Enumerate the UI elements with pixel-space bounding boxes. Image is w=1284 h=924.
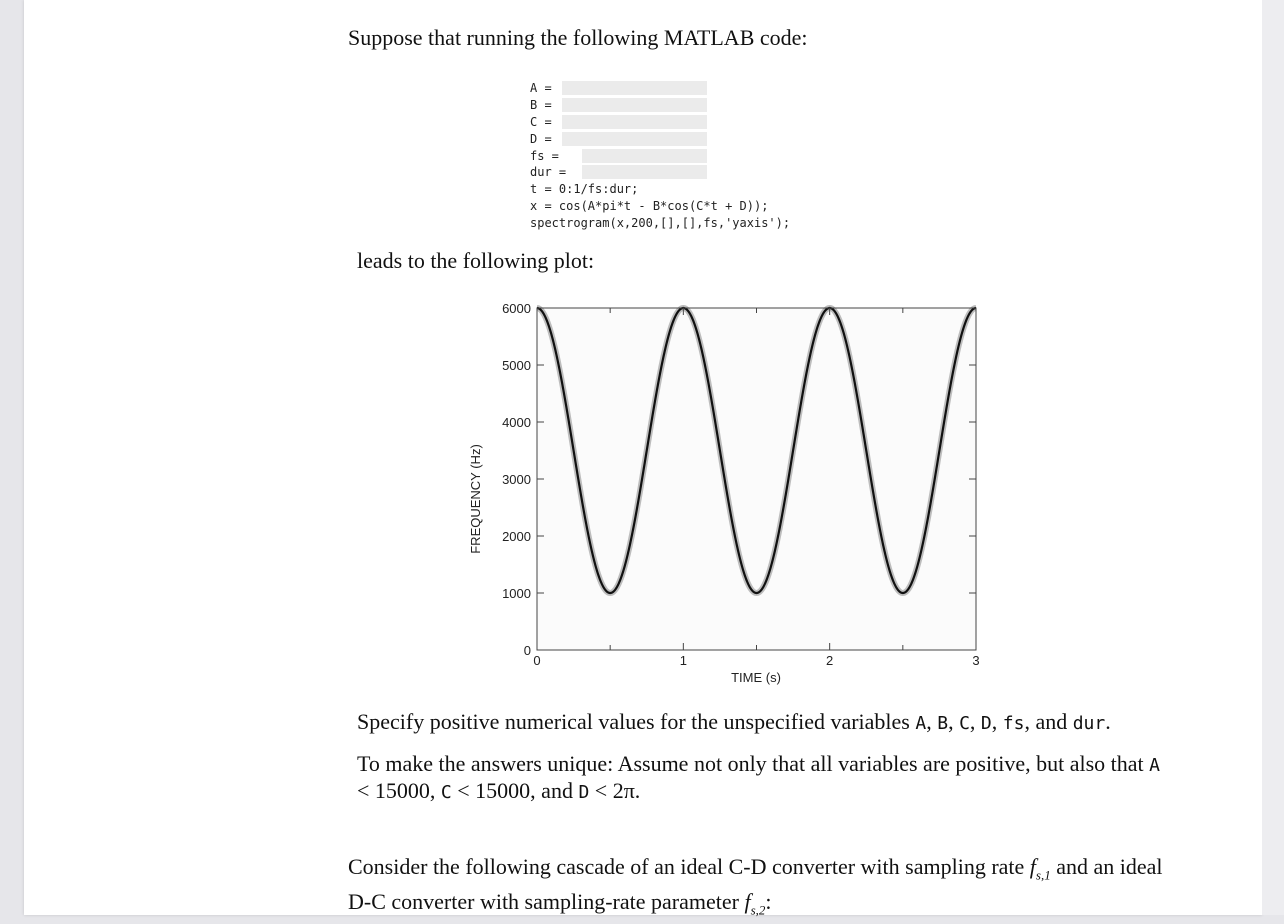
var-b: B bbox=[937, 713, 949, 734]
matlab-code-block bbox=[530, 80, 790, 232]
y-tick-label-0: 0 bbox=[523, 643, 531, 658]
code-line-d: D = bbox=[530, 131, 790, 148]
cond-var-a: A bbox=[1149, 755, 1160, 776]
blank-box-a bbox=[562, 81, 707, 95]
var-dur: dur bbox=[1072, 713, 1106, 734]
consider-paragraph: Consider the following cascade of an ideal C-D converter with sampling rate $f_{s,1}$ and an ideal D-C converter with sampling-rate parameter $f_{s,2}$: bbox=[348, 854, 1163, 918]
blank-box-dur bbox=[582, 165, 707, 179]
cond-var-d: D bbox=[578, 782, 590, 803]
y-tick-label-5000: 5000 bbox=[502, 358, 531, 373]
blank-box-d bbox=[562, 132, 707, 146]
y-axis-label: FREQUENCY (Hz) bbox=[468, 444, 483, 554]
var-d: D bbox=[980, 713, 992, 734]
intro-paragraph: Suppose that running the following MATLAB code: bbox=[348, 25, 808, 50]
var-c: C bbox=[959, 713, 970, 734]
x-tick-label-3: 3 bbox=[972, 653, 980, 668]
code-line-a: A = bbox=[530, 80, 790, 97]
x-tick-label-0: 0 bbox=[533, 653, 541, 668]
var-fs: fs bbox=[1002, 713, 1025, 734]
code-line-spectrogram: spectrogram(x,200,[],[],fs,'yaxis'); bbox=[530, 216, 791, 231]
x-tick-label-1: 1 bbox=[679, 653, 687, 668]
y-tick-label-1000: 1000 bbox=[502, 586, 531, 601]
spectrogram-chart bbox=[454, 295, 994, 695]
code-line-b: B = bbox=[530, 97, 790, 114]
scrollbar-track[interactable] bbox=[1262, 0, 1284, 915]
code-line-c: C = bbox=[530, 114, 790, 131]
code-line-t: t = 0:1/fs:dur; bbox=[530, 182, 639, 197]
cond-var-c: C bbox=[440, 782, 452, 803]
y-tick-label-2000: 2000 bbox=[502, 529, 531, 544]
faded-problem-number bbox=[144, 26, 149, 49]
code-line-dur: dur = bbox=[530, 164, 790, 181]
y-tick-label-4000: 4000 bbox=[502, 415, 531, 430]
x-tick-label-2: 2 bbox=[826, 653, 834, 668]
fs2-symbol: $f_{s,2}$ bbox=[744, 889, 766, 918]
x-axis-label: TIME (s) bbox=[731, 670, 781, 685]
uniqueness-paragraph: To make the answers unique: Assume not only that all variables are positive, but also that A < 15000, C < 15000, and D < 2π. bbox=[357, 751, 1160, 803]
fs1-symbol: $f_{s,1}$ bbox=[1029, 854, 1051, 883]
blank-box-fs bbox=[582, 149, 707, 163]
var-a: A bbox=[915, 713, 927, 734]
y-tick-label-3000: 3000 bbox=[502, 472, 531, 487]
document-page bbox=[24, 0, 1262, 918]
leads-paragraph: leads to the following plot: bbox=[357, 248, 595, 273]
blank-box-b bbox=[562, 98, 707, 112]
chart-svg bbox=[454, 295, 994, 695]
blank-box-c bbox=[562, 115, 707, 129]
plot-area bbox=[537, 308, 976, 650]
faded-problem-number-2 bbox=[144, 853, 149, 876]
code-line-x: x = cos(A*pi*t - B*cos(C*t + D)); bbox=[530, 199, 769, 214]
code-line-fs: fs = bbox=[530, 148, 790, 165]
specify-paragraph: Specify positive numerical values for the unspecified variables A, B, C, D, fs, and dur. bbox=[357, 709, 1111, 734]
y-tick-label-6000: 6000 bbox=[502, 301, 531, 316]
